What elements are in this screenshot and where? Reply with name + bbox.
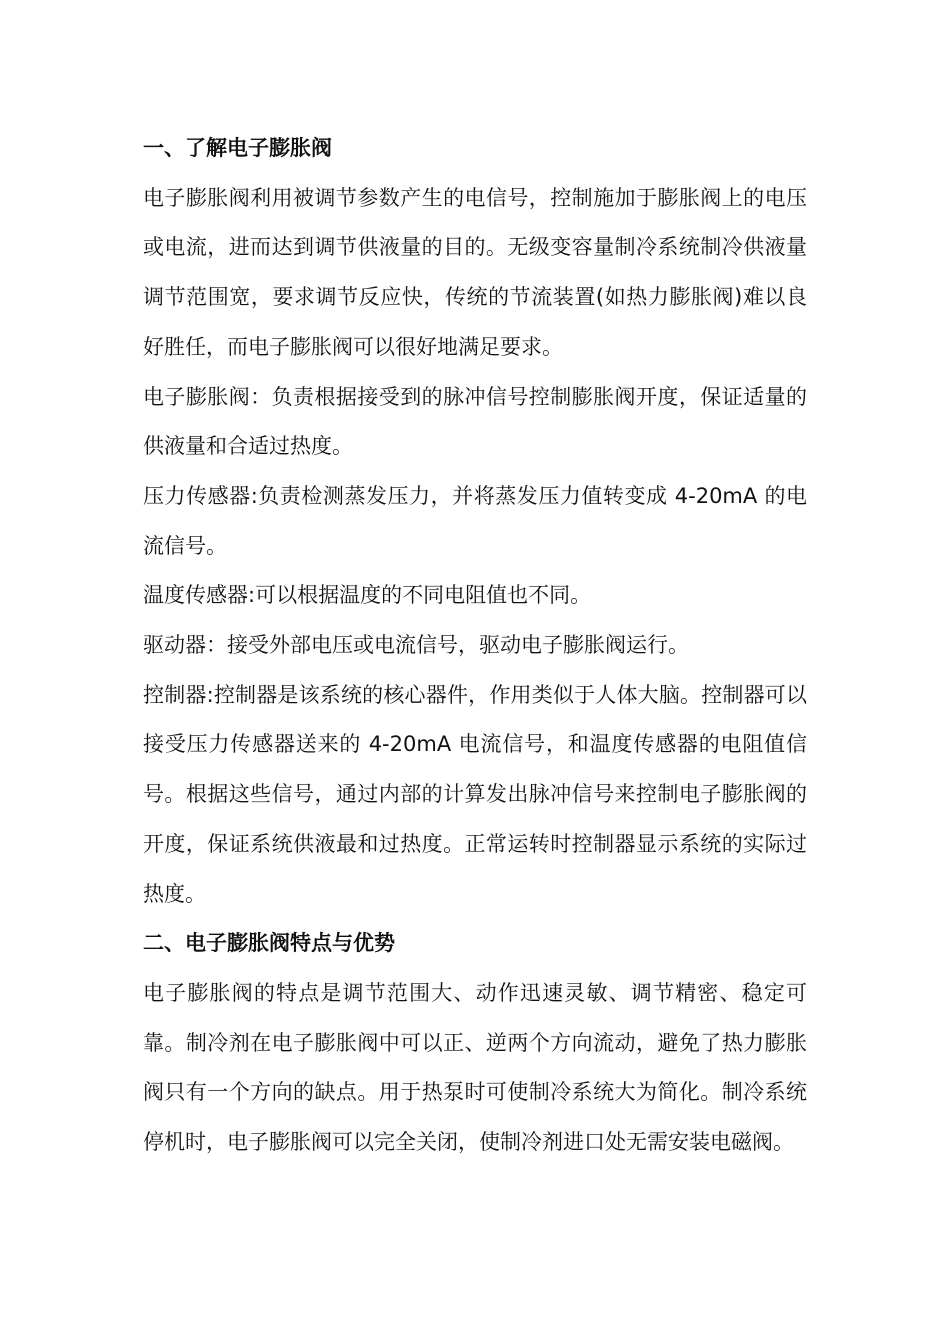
paragraph-driver: 驱动器：接受外部电压或电流信号，驱动电子膨胀阀运行。	[143, 633, 689, 658]
paragraph-temperature-sensor: 温度传感器:可以根据温度的不同电阻值也不同。	[143, 583, 592, 608]
paragraph-intro: 电子膨胀阀利用被调节参数产生的电信号，控制施加于膨胀阀上的电压或电流，进而达到调节供液量的目的。无级变容量制冷系统制冷供液量调节范围宽，要求调节反应快，传统的节流装置(如热力膨胀阀)难以良好胜任，而电子膨胀阀可以很好地满足要求。	[143, 185, 807, 359]
paragraph-controller: 控制器:控制器是该系统的核心器件，作用类似于人体大脑。控制器可以接受压力传感器送来的 4-20mA 电流信号，和温度传感器的电阻值信号。根据这些信号，通过内部的计算发出脉冲信号来控制电子膨胀阀的开度，保证系统供液最和过热度。正常运转时控制器显示系统的实际过热度。	[143, 682, 807, 906]
paragraph-pressure-sensor: 压力传感器:负责检测蒸发压力，并将蒸发压力值转变成 4-20mA 的电流信号。	[143, 483, 807, 558]
paragraph-features: 电子膨胀阀的特点是调节范围大、动作迅速灵敏、调节精密、稳定可靠。制冷剂在电子膨胀阀中可以正、逆两个方向流动，避免了热力膨胀阀只有一个方向的缺点。用于热泵时可使制冷系统大为简化。制冷系统停机时，电子膨胀阀可以完全关闭，使制冷剂进口处无需安装电磁阀。	[143, 980, 807, 1155]
document-page	[143, 124, 807, 1168]
section-heading-2: 二、电子膨胀阀特点与优势	[143, 931, 395, 956]
paragraph-expansion-valve: 电子膨胀阀：负责根据接受到的脉冲信号控制膨胀阀开度，保证适量的供液量和合适过热度。	[143, 384, 807, 459]
section-heading-1: 一、了解电子膨胀阀	[143, 136, 332, 160]
